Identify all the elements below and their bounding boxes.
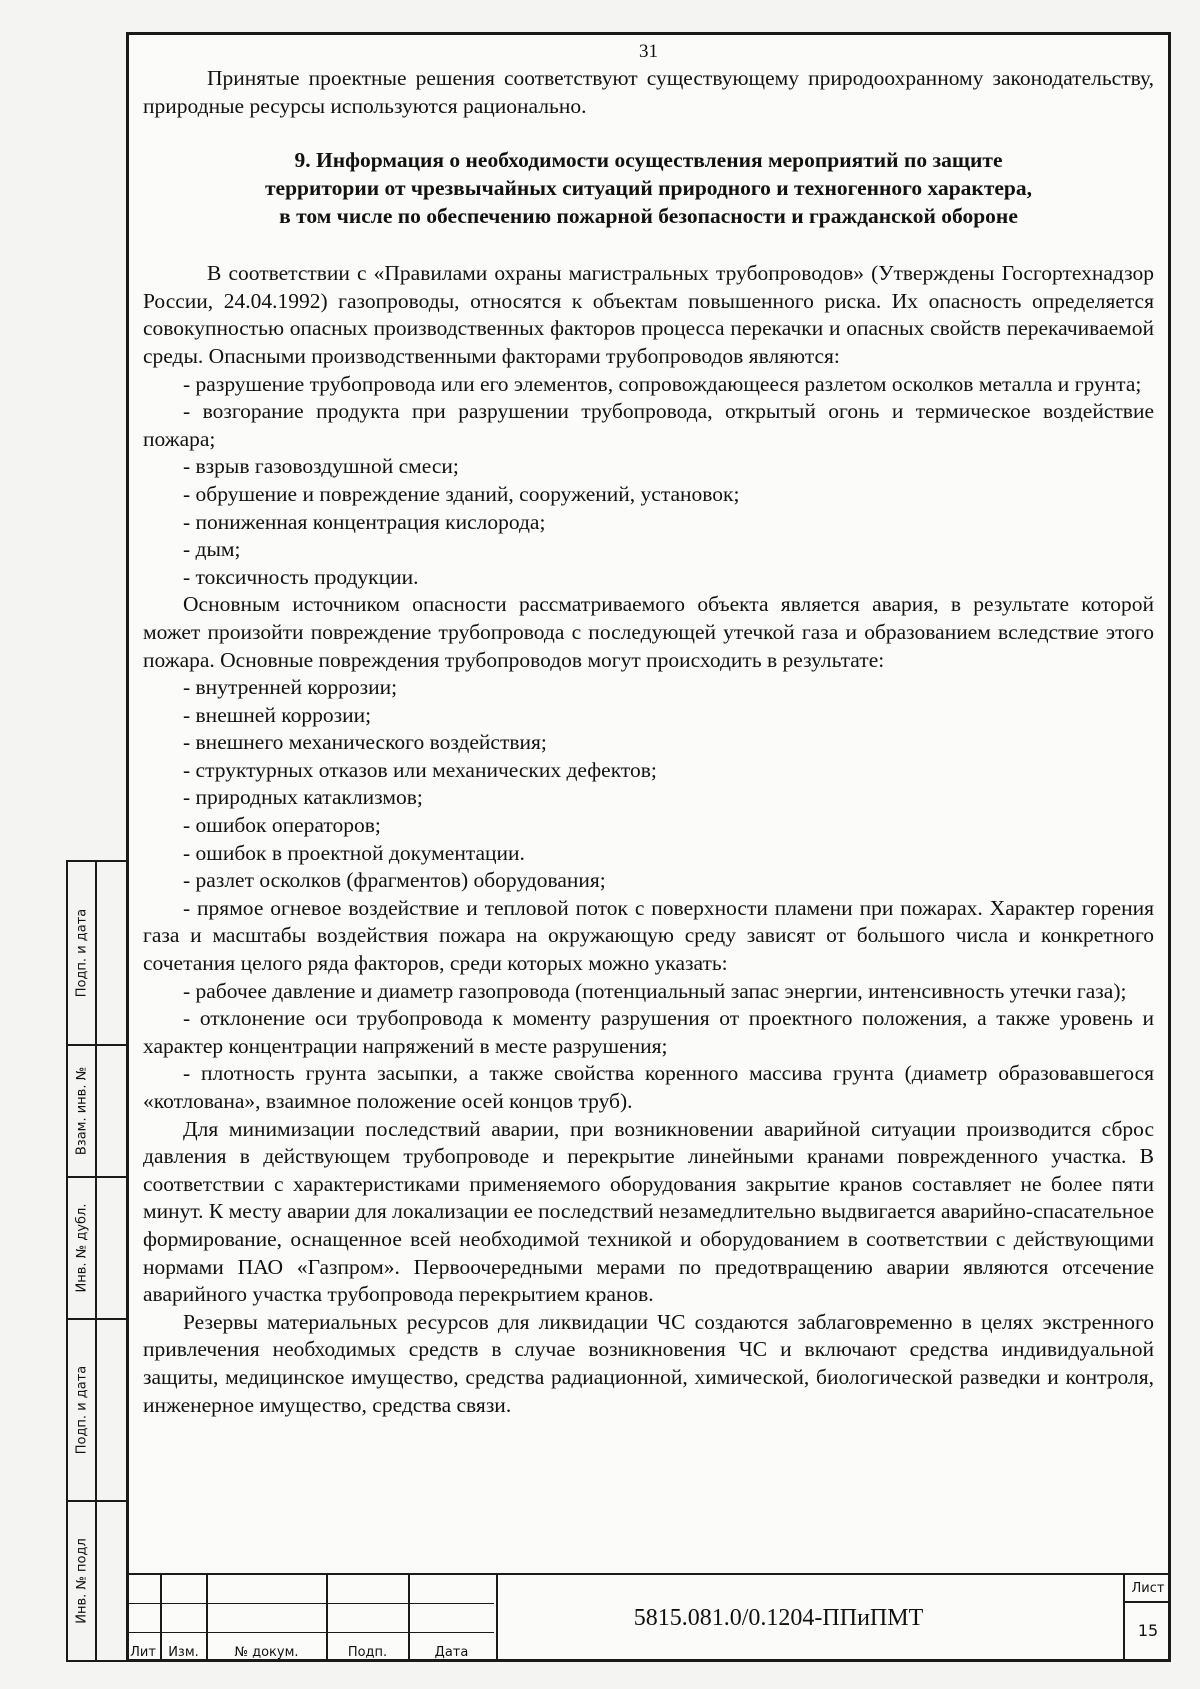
- paragraph-mitigation: Для минимизации последствий аварии, при возникновении аварийной ситуации производится сброс давления в действующем трубопроводе и перекрытие линейными кранами поврежденного участка. В соответствии с характеристиками применяемого оборудования закрытие кранов составляет не более пяти минут. К месту аварии для локализации ее последствий незамедлительно выдвигается аварийно-спасательное формирование, оснащенное всей необходимой техникой и оборудованием в соответствии с действующими нормами ПАО «Газпром». Первоочередными мерами по предотвращению аварии являются отсечение аварийного участка трубопровода перекрытием кранов.: [143, 1116, 1154, 1307]
- factor-item: - рабочее давление и диаметр газопровода (потенциальный запас энергии, интенсивность утечки газа);: [183, 978, 1127, 1003]
- hazard-item: - токсичность продукции.: [183, 564, 419, 589]
- cause-item: - разлет осколков (фрагментов) оборудования;: [183, 868, 606, 893]
- side-label: Инв. № подл: [74, 1538, 89, 1624]
- stamp-doc-number-caption: № докум.: [234, 1645, 299, 1660]
- side-cell-podp-data-bottom: [68, 1320, 126, 1502]
- section-title-line-3: в том числе по обеспечению пожарной безопасности и гражданской обороне: [279, 204, 1018, 229]
- paragraph-danger-source: Основным источником опасности рассматриваемого объекта является авария, в результате которой может произойти повреждение трубопровода с последующей утечкой газа и образованием вследствие этого пожара. Основные повреждения трубопроводов могут происходить в результате:: [143, 592, 1154, 672]
- stamp-izm-caption: Изм.: [168, 1645, 199, 1660]
- cause-item: - ошибок операторов;: [183, 813, 381, 838]
- cause-item: - структурных отказов или механических дефектов;: [183, 757, 657, 782]
- paragraph-reserves: Резервы материальных ресурсов для ликвидации ЧС создаются заблаговременно в целях экстренного привлечения необходимых средств в случае возникновения ЧС и включают средства индивидуальной защиты, медицинское имущество, средства радиационной, химической, биологической разведки и контроля, инженерное имущество, средства связи.: [143, 1309, 1154, 1417]
- cause-item: - внешнего механического воздействия;: [183, 730, 547, 755]
- title-block-stamp: [126, 1573, 1171, 1662]
- factor-item: - плотность грунта засыпки, а также свойства коренного массива грунта (диаметр образовавшегося «котлована», взаимное положение осей концов труб).: [143, 1061, 1154, 1113]
- side-cell-inv-dubl: [68, 1178, 126, 1320]
- cause-item: - прямое огневое воздействие и тепловой поток с поверхности пламени при пожарах. Характер горения газа и масштабы воздействия пожара на окружающую среду зависят от большого числа и конкретного сочетания целого ряда факторов, среди которых можно указать:: [143, 895, 1154, 976]
- section-title: [143, 146, 1154, 230]
- section-title-line-2: территории от чрезвычайных ситуаций природного и техногенного характера,: [264, 176, 1033, 201]
- hazard-item: - пониженная концентрация кислорода;: [183, 509, 546, 534]
- page-number: 31: [639, 41, 658, 62]
- document-body: [143, 65, 1154, 1419]
- side-cell-inv-podl: [68, 1502, 126, 1660]
- section-title-line-1: 9. Информация о необходимости осуществления мероприятий по защите: [294, 148, 1003, 173]
- side-approval-columns: [66, 860, 126, 1662]
- cause-item: - ошибок в проектной документации.: [183, 840, 525, 865]
- side-cell-podp-data-top: [68, 862, 126, 1046]
- stamp-lit-caption: Лит: [130, 1645, 156, 1660]
- side-label: Инв. № дубл.: [74, 1203, 89, 1293]
- sheet-label: Лист: [1125, 1575, 1171, 1603]
- intro-paragraph: Принятые проектные решения соответствуют существующему природоохранному законодательству, природные ресурсы используются рационально.: [143, 66, 1154, 118]
- revision-grid: [126, 1575, 494, 1662]
- stamp-date-caption: Дата: [434, 1645, 469, 1660]
- cause-item: - внешней коррозии;: [183, 702, 372, 727]
- cause-item: - внутренней коррозии;: [183, 675, 398, 700]
- page-frame: [126, 32, 1171, 1662]
- side-label: Взам. инв. №: [74, 1066, 89, 1156]
- document-code: 5815.081.0/0.1204-ППиПМТ: [496, 1575, 1059, 1662]
- sheet-number: 15: [1137, 1621, 1159, 1640]
- side-label: Подп. и дата: [74, 908, 89, 998]
- paragraph-rules: В соответствии с «Правилами охраны магистральных трубопроводов» (Утверждены Госгортехнадзор России, 24.04.1992) газопроводы, относятся к объектам повышенного риска. Их опасность определяется совокупностью опасных производственных факторов процесса перекачки и опасных свойств перекачиваемой среды. Опасными производственными факторами трубопроводов являются:: [143, 261, 1154, 368]
- cause-item: - природных катаклизмов;: [183, 785, 423, 810]
- hazard-item: - обрушение и повреждение зданий, сооружений, установок;: [183, 481, 740, 506]
- hazard-item: - взрыв газовоздушной смеси;: [183, 454, 459, 479]
- hazard-item: - возгорание продукта при разрушении трубопровода, открытый огонь и термическое воздействие пожара;: [143, 399, 1154, 451]
- side-label: Подп. и дата: [74, 1365, 89, 1455]
- hazard-item: - дым;: [183, 537, 241, 562]
- sheet-box: [1123, 1575, 1171, 1662]
- factor-item: - отклонение оси трубопровода к моменту разрушения от проектного положения, а также уровень и характер концентрации напряжений в месте разрушения;: [143, 1006, 1154, 1058]
- side-cell-vzam-inv: [68, 1046, 126, 1178]
- hazard-item: - разрушение трубопровода или его элементов, сопровождающееся разлетом осколков металла и грунта;: [183, 371, 1142, 396]
- stamp-signature-caption: Подп.: [347, 1645, 388, 1660]
